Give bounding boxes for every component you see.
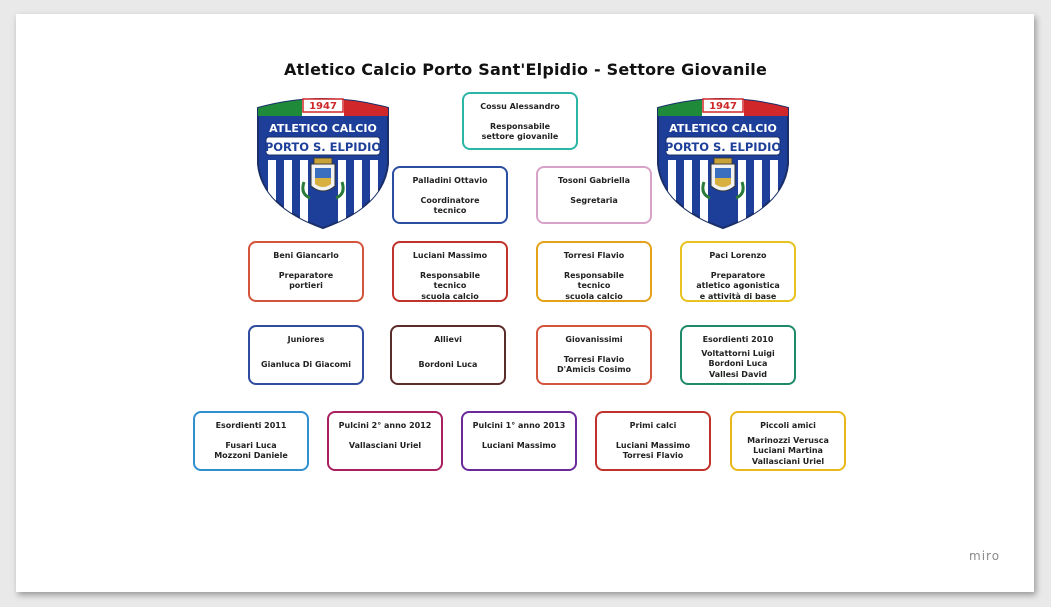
- miro-watermark: miro: [969, 549, 1001, 563]
- logo-year: 1947: [709, 101, 737, 112]
- logo-top-text: ATLETICO CALCIO: [669, 122, 777, 135]
- node-name: Pulcini 2° anno 2012: [338, 421, 432, 430]
- node-pulcini-2013[interactable]: [461, 411, 577, 471]
- node-resp-tecnico-luciani[interactable]: [392, 241, 508, 302]
- node-name: Allievi: [434, 335, 462, 344]
- node-role: Fusari Luca Mozzoni Daniele: [214, 440, 288, 460]
- node-role: Responsabile tecnico scuola calcio: [419, 270, 481, 301]
- node-role: Segretaria: [570, 195, 618, 205]
- logo-year: 1947: [309, 101, 337, 112]
- node-name: Luciani Massimo: [412, 251, 488, 260]
- node-preparatore-portieri[interactable]: [248, 241, 364, 302]
- node-name: Tosoni Gabriella: [557, 176, 631, 185]
- node-role: Marinozzi Verusca Luciani Martina Vallasciani Uriel: [747, 435, 829, 466]
- node-esordienti-2011[interactable]: [193, 411, 309, 471]
- logo-bottom-text: PORTO S. ELPIDIO: [264, 140, 382, 154]
- node-role: Responsabile tecnico scuola calcio: [563, 270, 625, 301]
- diagram-title: Atletico Calcio Porto Sant'Elpidio - Settore Giovanile: [283, 60, 768, 79]
- node-name: Giovanissimi: [565, 335, 623, 344]
- node-primi-calci[interactable]: [595, 411, 711, 471]
- node-name: Primi calci: [629, 421, 677, 430]
- node-name: Torresi Flavio: [563, 251, 625, 260]
- club-logo-right: [654, 94, 792, 230]
- node-name: Cossu Alessandro: [480, 102, 560, 111]
- logo-bottom-text: PORTO S. ELPIDIO: [664, 140, 782, 154]
- node-coordinatore-tecnico[interactable]: [392, 166, 508, 224]
- logo-top-text: ATLETICO CALCIO: [269, 122, 377, 135]
- node-name: Palladini Ottavio: [412, 176, 488, 185]
- node-allievi[interactable]: [390, 325, 506, 385]
- node-name: Pulcini 1° anno 2013: [472, 421, 566, 430]
- node-name: Juniores: [287, 335, 325, 344]
- node-responsabile-settore[interactable]: [462, 92, 578, 150]
- node-role: Bordoni Luca: [418, 359, 478, 369]
- node-role: Responsabile settore giovanile: [481, 121, 559, 141]
- node-role: Vallasciani Uriel: [348, 440, 422, 450]
- node-role: Preparatore portieri: [278, 270, 334, 290]
- node-role: Luciani Massimo Torresi Flavio: [615, 440, 691, 460]
- node-role: Torresi Flavio D'Amicis Cosimo: [556, 354, 632, 374]
- node-name: Esordienti 2010: [702, 335, 774, 344]
- node-role: Coordinatore tecnico: [420, 195, 480, 215]
- node-pulcini-2012[interactable]: [327, 411, 443, 471]
- node-giovanissimi[interactable]: [536, 325, 652, 385]
- node-esordienti-2010[interactable]: [680, 325, 796, 385]
- node-name: Beni Giancarlo: [273, 251, 339, 260]
- node-name: Esordienti 2011: [215, 421, 287, 430]
- node-role: Voltattorni Luigi Bordoni Luca Vallesi David: [701, 348, 775, 379]
- node-role: Preparatore atletico agonistica e attività di base: [696, 270, 780, 301]
- node-name: Piccoli amici: [760, 421, 816, 430]
- club-logo-left: [254, 94, 392, 230]
- node-resp-tecnico-torresi[interactable]: [536, 241, 652, 302]
- node-role: Luciani Massimo: [481, 440, 557, 450]
- node-juniores[interactable]: [248, 325, 364, 385]
- node-preparatore-atletico[interactable]: [680, 241, 796, 302]
- node-name: Paci Lorenzo: [709, 251, 767, 260]
- node-segretaria[interactable]: [536, 166, 652, 224]
- node-piccoli-amici[interactable]: [730, 411, 846, 471]
- node-role: Gianluca Di Giacomi: [261, 359, 351, 369]
